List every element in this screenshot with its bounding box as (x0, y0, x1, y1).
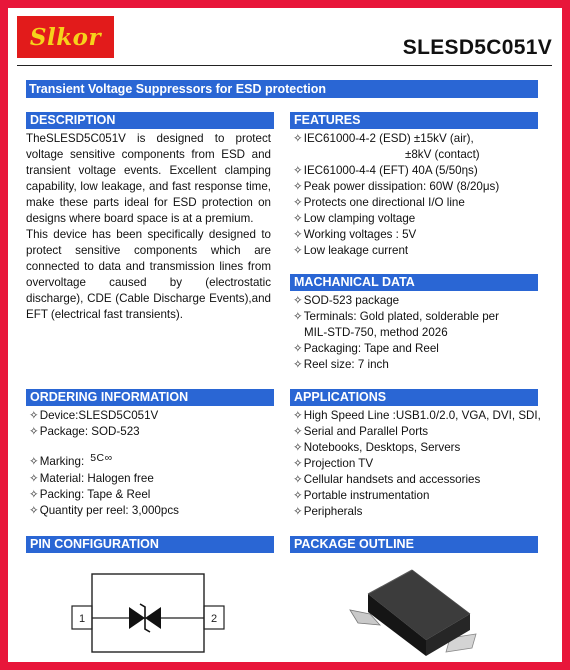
ordering-packing: ✧Packing: Tape & Reel (29, 488, 151, 501)
mechanical-item: MIL-STD-750, method 2026 (304, 326, 448, 339)
bullet-icon: ✧ (293, 180, 303, 193)
package-body-outline (92, 574, 204, 652)
application-item: ✧Cellular handsets and accessories (293, 473, 481, 486)
bullet-icon: ✧ (293, 457, 303, 470)
subtitle-banner (26, 80, 538, 98)
bullet-icon: ✧ (293, 425, 303, 438)
ordering-quantity: ✧Quantity per reel: 3,000pcs (29, 504, 179, 517)
description-section (26, 112, 274, 323)
feature-item: ✧Protects one directional I/O line (293, 196, 465, 209)
description-heading: DESCRIPTION (26, 112, 274, 129)
feature-item: ✧Peak power dissipation: 60W (8/20μs) (293, 180, 500, 193)
description-paragraph-2: This device has been specifically designed to protect sensitive components which are connected to data and transmission lines from overvoltage caused by (electrostatic discharge), CDE (Cable Discharge Events),and EFT (electrical fast transients). (26, 228, 271, 321)
bullet-icon: ✧ (293, 132, 303, 145)
brand-logo (17, 16, 114, 58)
bullet-icon: ✧ (293, 505, 303, 518)
datasheet-page (8, 8, 562, 662)
application-item: ✧High Speed Line :USB1.0/2.0, VGA, DVI, SDI, (293, 409, 541, 422)
bullet-icon: ✧ (293, 358, 303, 371)
application-item: ✧Peripherals (293, 505, 363, 518)
ordering-marking: ✧Marking: 5C∞ (26, 440, 274, 471)
pin2-label: 2 (210, 613, 218, 625)
tvs-diode-icon (92, 604, 204, 632)
ordering-package: ✧Package: SOD-523 (29, 425, 140, 438)
subtitle-text: Transient Voltage Suppressors for ESD protection (29, 82, 327, 96)
bullet-icon: ✧ (293, 473, 303, 486)
ordering-heading: ORDERING INFORMATION (26, 389, 274, 406)
application-item: ✧Projection TV (293, 457, 374, 470)
package-outline-section (290, 536, 538, 553)
feature-item: ✧Working voltages : 5V (293, 228, 417, 241)
package-outline-heading: PACKAGE OUTLINE (290, 536, 538, 553)
features-heading: FEATURES (290, 112, 538, 129)
bullet-icon: ✧ (29, 455, 39, 468)
bullet-icon: ✧ (29, 504, 39, 517)
part-number: SLESD5C051V (402, 36, 552, 59)
feature-item: ±8kV (contact) (405, 148, 480, 161)
bullet-icon: ✧ (293, 212, 303, 225)
applications-heading: APPLICATIONS (290, 389, 538, 406)
application-item: ✧Notebooks, Desktops, Servers (293, 441, 461, 454)
ordering-material: ✧Material: Halogen free (29, 472, 154, 485)
bullet-icon: ✧ (29, 472, 39, 485)
description-paragraph-1: TheSLESD5C051V is designed to protect voltage sensitive components from ESD and transient voltage events. Excellent clamping capability, low leakage, and fast response time, make these parts ideal for ESD protection on designs where board space is at a premium. (26, 132, 271, 225)
applications-section (290, 389, 541, 520)
bullet-icon: ✧ (293, 294, 303, 307)
bullet-icon: ✧ (293, 228, 303, 241)
header-divider (17, 65, 552, 66)
marking-code: 5C∞ (90, 452, 113, 464)
mechanical-item: ✧SOD-523 package (293, 294, 400, 307)
feature-item: ✧Low clamping voltage (293, 212, 416, 225)
logo-text: Slkor (29, 23, 102, 51)
bullet-icon: ✧ (293, 196, 303, 209)
pin-config-section (26, 536, 274, 553)
features-section (290, 112, 538, 259)
bullet-icon: ✧ (29, 425, 39, 438)
bullet-icon: ✧ (293, 164, 303, 177)
mechanical-item: ✧Packaging: Tape and Reel (293, 342, 439, 355)
application-item: ✧Serial and Parallel Ports (293, 425, 429, 438)
ordering-device: ✧Device:SLESD5C051V (29, 409, 159, 422)
bullet-icon: ✧ (293, 441, 303, 454)
bullet-icon: ✧ (293, 310, 303, 323)
mechanical-item: ✧Reel size: 7 inch (293, 358, 389, 371)
bullet-icon: ✧ (29, 488, 39, 501)
mechanical-section (290, 274, 538, 373)
bullet-icon: ✧ (293, 244, 303, 257)
application-item: ✧Portable instrumentation (293, 489, 430, 502)
feature-item: ✧Low leakage current (293, 244, 409, 257)
mechanical-heading: MACHANICAL DATA (290, 274, 538, 291)
pin-config-heading: PIN CONFIGURATION (26, 536, 274, 553)
feature-item: ✧IEC61000-4-2 (ESD) ±15kV (air), (293, 132, 474, 145)
bullet-icon: ✧ (29, 409, 39, 422)
bullet-icon: ✧ (293, 489, 303, 502)
sod523-package-icon (338, 560, 508, 660)
ordering-section (26, 389, 274, 519)
mechanical-item: ✧Terminals: Gold plated, solderable per (293, 310, 499, 323)
bullet-icon: ✧ (293, 409, 303, 422)
bullet-icon: ✧ (293, 342, 303, 355)
pin1-label: 1 (78, 613, 86, 625)
pin-diagram (63, 571, 233, 655)
feature-item: ✧IEC61000-4-4 (EFT) 40A (5/50ηs) (293, 164, 478, 177)
